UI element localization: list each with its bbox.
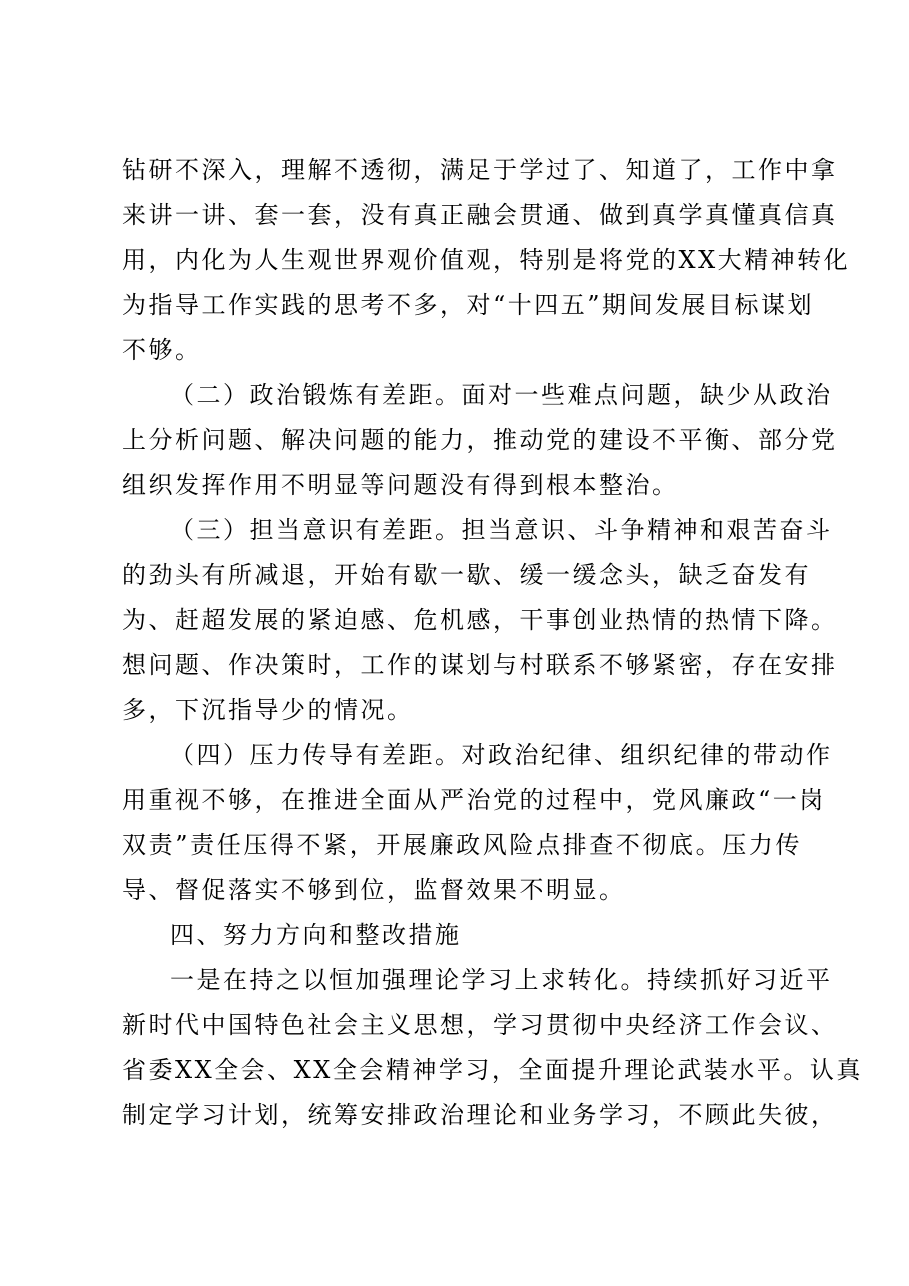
text-line: 多，下沉指导少的情况。 [122,696,414,724]
paragraph-heading-line: （三）担当意识有差距。担当意识、斗争精神和艰苦奋斗 [170,516,833,544]
text-line: 为指导工作实践的思考不多，对“十四五”期间发展目标谋划 [122,291,815,319]
text-line: 来讲一讲、套一套，没有真正融会贯通、做到真学真懂真信真 [122,201,838,229]
section-heading: 四、努力方向和整改措施 [170,921,462,949]
text-line: 的劲头有所减退，开始有歇一歇、缓一缓念头，缺乏奋发有 [122,561,811,589]
text-line: 不够。 [122,336,202,364]
paragraph-heading-line: （四）压力传导有差距。对政治纪律、组织纪律的带动作 [170,741,833,769]
text-line: 组织发挥作用不明显等问题没有得到根本整治。 [122,471,679,499]
paragraph-heading-line: （二）政治锻炼有差距。面对一些难点问题，缺少从政治 [170,381,833,409]
text-line: 双责”责任压得不紧，开展廉政风险点排查不彻底。压力传 [122,831,802,859]
text-line: 新时代中国特色社会主义思想，学习贯彻中央经济工作会议、 [122,1011,838,1039]
text-line: 导、督促落实不够到位，监督效果不明显。 [122,876,626,904]
text-line: 用，内化为人生观世界观价值观，特别是将党的XX大精神转化 [122,246,851,274]
text-line: 制定学习计划，统筹安排政治理论和业务学习，不顾此失彼， [122,1101,838,1129]
text-line: 用重视不够，在推进全面从严治党的过程中，党风廉政“一岗 [122,786,826,814]
text-line: 为、赶超发展的紧迫感、危机感，干事创业热情的热情下降。 [122,606,838,634]
text-line: 想问题、作决策时，工作的谋划与村联系不够紧密，存在安排 [122,651,838,679]
paragraph-heading-line: 一是在持之以恒加强理论学习上求转化。持续抓好习近平 [170,966,833,994]
text-line: 省委XX全会、XX全会精神学习，全面提升理论武装水平。认真 [122,1056,863,1084]
text-line: 上分析问题、解决问题的能力，推动党的建设不平衡、部分党 [122,426,838,454]
text-line: 钻研不深入，理解不透彻，满足于学过了、知道了，工作中拿 [122,156,838,184]
